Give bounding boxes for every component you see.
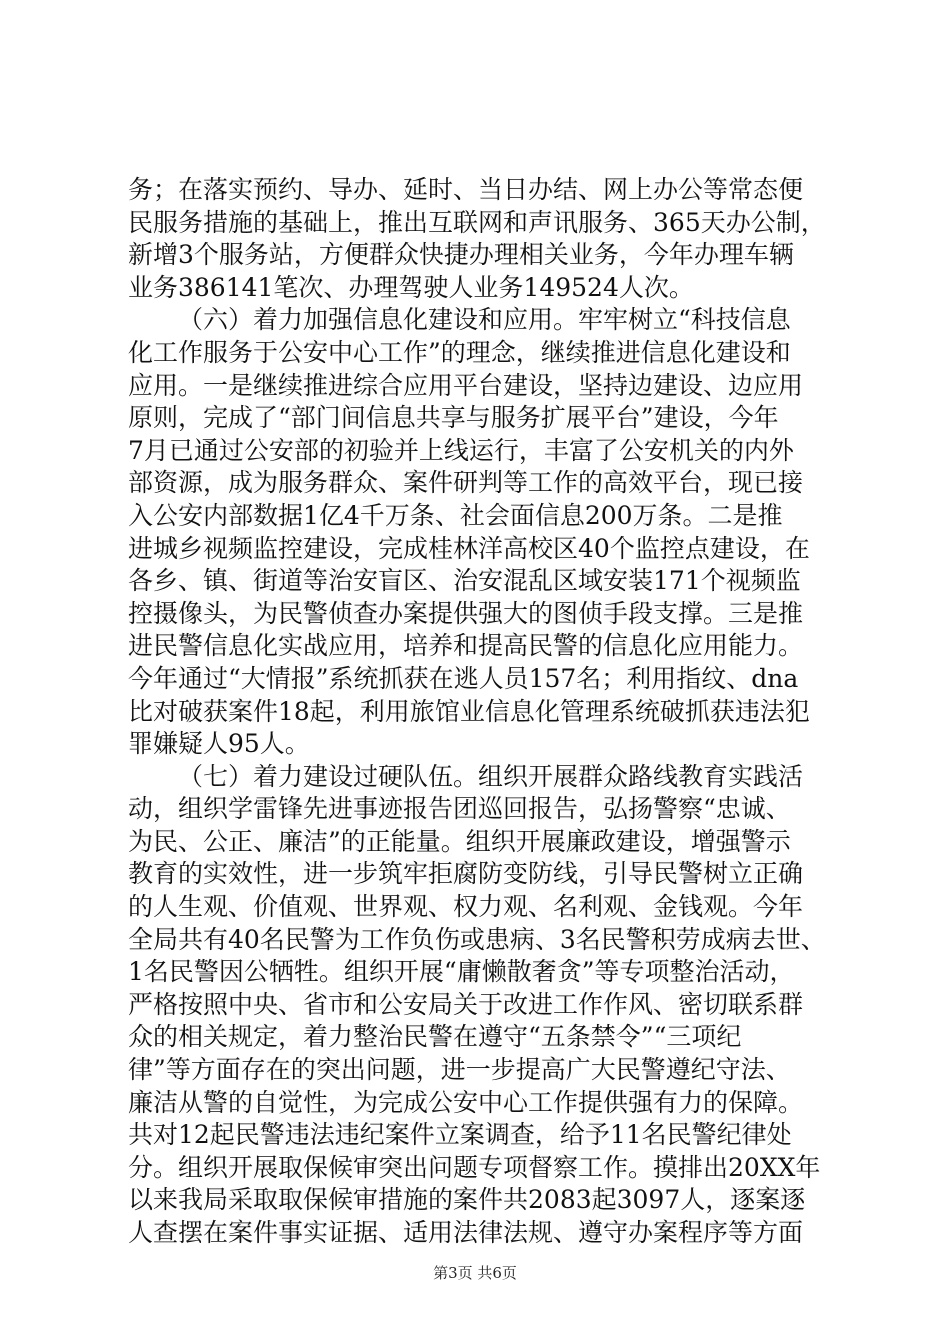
page-number-footer: 第3页 共6页 bbox=[433, 1264, 517, 1282]
text-line: 业务386141笔次、办理驾驶人业务149524人次。 bbox=[128, 272, 694, 302]
text-line: 控摄像头，为民警侦查办案提供强大的图侦手段支撑。三是推 bbox=[128, 598, 804, 628]
text-line: 今年通过“大情报”系统抓获在逃人员157名；利用指纹、dna bbox=[128, 663, 799, 693]
text-line: 众的相关规定，着力整治民警在遵守“五条禁令”“三项纪 bbox=[128, 1022, 742, 1052]
text-line: 应用。一是继续推进综合应用平台建设，坚持边建设、边应用 bbox=[128, 370, 804, 400]
text-line: 务；在落实预约、导办、延时、当日办结、网上办公等常态便 bbox=[128, 175, 804, 204]
text-line: 比对破获案件18起，利用旅馆业信息化管理系统破抓获违法犯 bbox=[128, 696, 810, 726]
text-line: 化工作服务于公安中心工作”的理念，继续推进信息化建设和 bbox=[128, 337, 791, 367]
text-line: 民服务措施的基础上，推出互联网和声讯服务、365天办公制， bbox=[128, 207, 826, 237]
text-line: 动，组织学雷锋先进事迹报告团巡回报告，弘扬警察“忠诚、 bbox=[128, 794, 791, 824]
text-line: 人查摆在案件事实证据、适用法律法规、遵守办案程序等方面 bbox=[128, 1218, 804, 1247]
text-line: 以来我局采取取保候审措施的案件共2083起3097人，逐案逐 bbox=[128, 1185, 806, 1215]
paragraph-heading-seven: （七）着力建设过硬队伍。组织开展群众路线教育实践活 bbox=[178, 761, 804, 791]
text-line: 为民、公正、廉洁”的正能量。组织开展廉政建设，增强警示 bbox=[128, 826, 791, 856]
text-line: 原则，完成了“部门间信息共享与服务扩展平台”建设，今年 bbox=[128, 403, 779, 433]
text-line: 进城乡视频监控建设，完成桂林洋高校区40个监控点建设，在 bbox=[128, 533, 810, 563]
text-line: 7月已通过公安部的初验并上线运行，丰富了公安机关的内外 bbox=[128, 435, 794, 465]
text-line: 罪嫌疑人95人。 bbox=[128, 729, 310, 759]
text-line: 各乡、镇、街道等治安盲区、治安混乱区域安装171个视频监 bbox=[128, 566, 801, 596]
text-line: 教育的实效性，进一步筑牢拒腐防变防线，引导民警树立正确 bbox=[128, 859, 804, 889]
text-line: 1名民警因公牺牲。组织开展“庸懒散奢贪”等专项整治活动， bbox=[128, 957, 795, 987]
text-line: 入公安内部数据1亿4千万条、社会面信息200万条。二是推 bbox=[128, 500, 783, 530]
body-text bbox=[128, 174, 834, 1250]
text-line: 分。组织开展取保候审突出问题专项督察工作。摸排出20XX年 bbox=[128, 1152, 821, 1182]
text-line: 严格按照中央、省市和公安局关于改进工作作风、密切联系群 bbox=[128, 989, 804, 1019]
text-line: 共对12起民警违法违纪案件立案调查，给予11名民警纪律处 bbox=[128, 1120, 792, 1150]
text-line: 廉洁从警的自觉性，为完成公安中心工作提供强有力的保障。 bbox=[128, 1087, 804, 1117]
text-line: 的人生观、价值观、世界观、权力观、名利观、金钱观。今年 bbox=[128, 892, 804, 922]
text-line: 律”等方面存在的突出问题，进一步提高广大民警遵纪守法、 bbox=[128, 1055, 791, 1085]
text-line: 部资源，成为服务群众、案件研判等工作的高效平台，现已接 bbox=[128, 468, 804, 498]
text-line: 新增3个服务站，方便群众快捷办理相关业务，今年办理车辆 bbox=[128, 240, 794, 270]
paragraph-heading-six: （六）着力加强信息化建设和应用。牢牢树立“科技信息 bbox=[178, 305, 791, 335]
text-line: 全局共有40名民警为工作负伤或患病、3名民警积劳成病去世、 bbox=[128, 924, 826, 954]
text-line: 进民警信息化实战应用，培养和提高民警的信息化应用能力。 bbox=[128, 631, 804, 661]
